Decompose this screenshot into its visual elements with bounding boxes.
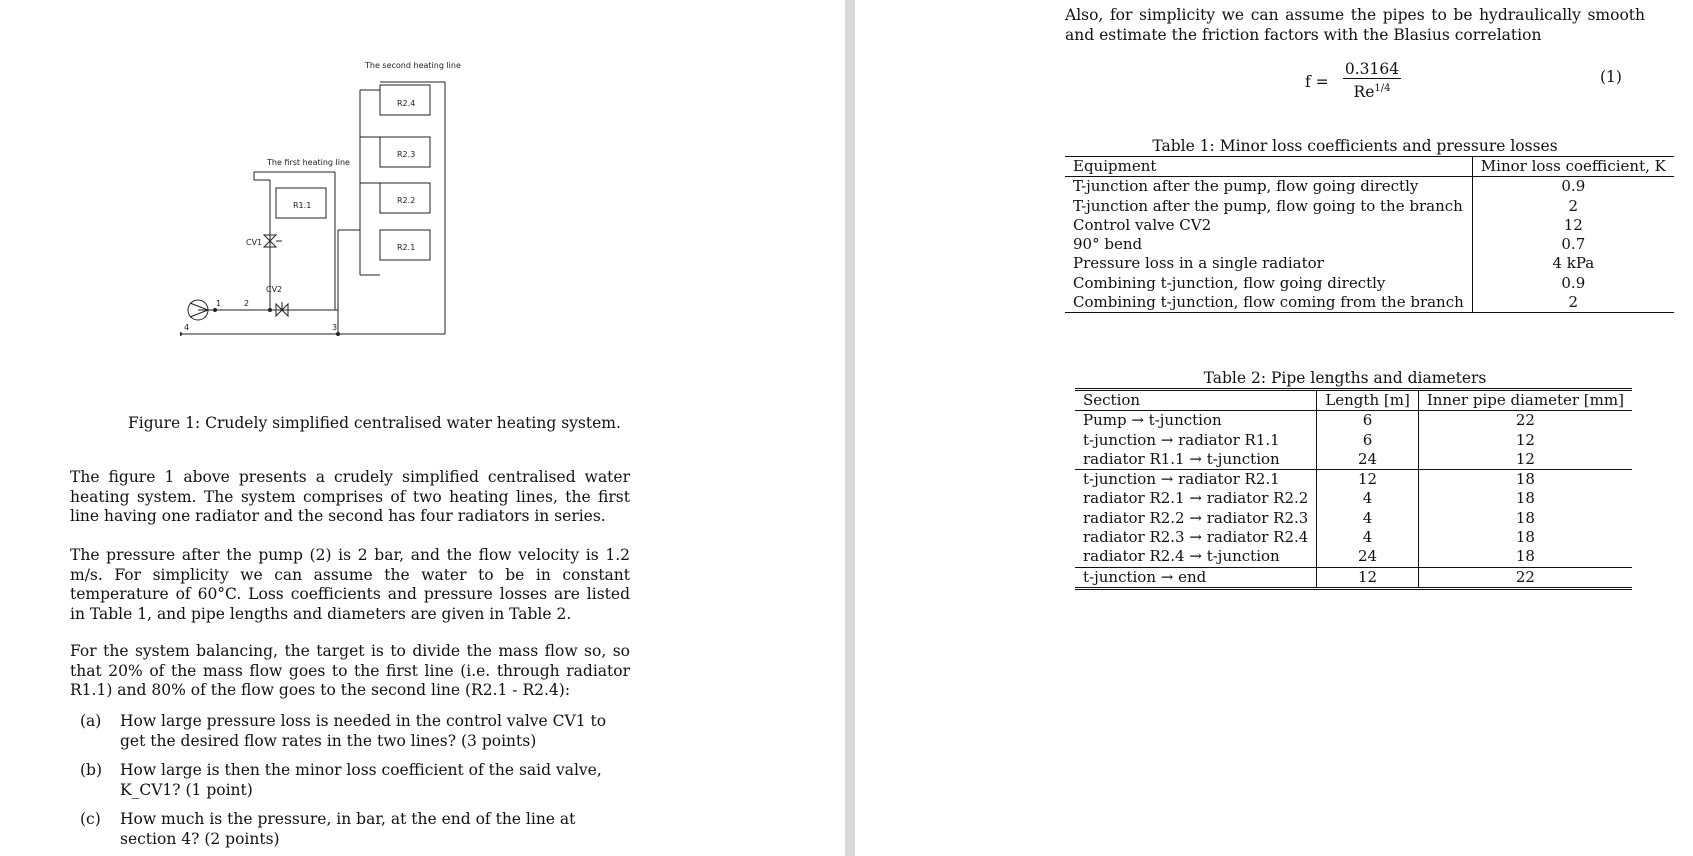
table-cell: 0.9: [1472, 177, 1674, 197]
table-cell: 18: [1418, 547, 1632, 567]
question-a: [80, 712, 630, 752]
table2-caption: Table 2: Pipe lengths and diameters: [1203, 369, 1487, 387]
question-c-label: (c): [80, 810, 101, 828]
table-row: [1075, 470, 1632, 490]
second-line-label: The second heating line: [365, 61, 461, 70]
table2-header-section: Section: [1075, 390, 1317, 411]
equation-numerator: 0.3164: [1344, 60, 1400, 78]
table-cell: 2: [1472, 293, 1674, 313]
paragraph-2: The pressure after the pump (2) is 2 bar, and the flow velocity is 1.2 m/s. For simplicity we can assume the water to be in constant temperature of 60°C. Loss coefficients and pressure losses are listed in Table 1, and pipe lengths and diameters are given in Table 2.: [70, 546, 630, 623]
table-cell: Pump → t-junction: [1083, 411, 1222, 430]
node-1-label: 1: [216, 299, 222, 308]
equation-denominator-exp: 1/4: [1374, 83, 1391, 94]
table-cell: radiator R2.4 → t-junction: [1075, 547, 1317, 567]
table-row: [1065, 216, 1674, 235]
table-cell: T-junction after the pump, flow going to the branch: [1073, 196, 1463, 215]
table-cell: 12: [1317, 470, 1419, 490]
table-row: [1065, 177, 1674, 197]
table-row: [1065, 254, 1674, 273]
figure-caption: Figure 1: Crudely simplified centralised water heating system.: [128, 414, 621, 432]
table-cell: Combining t-junction, flow coming from the branch: [1073, 293, 1464, 312]
table-cell: T-junction after the pump, flow going directly: [1073, 177, 1419, 196]
table-cell: 18: [1418, 470, 1632, 490]
table-cell: t-junction → radiator R1.1: [1083, 430, 1280, 449]
table-row: [1075, 528, 1632, 547]
table-row: [1065, 293, 1674, 313]
table-cell: 12: [1317, 567, 1419, 588]
question-b-label: (b): [80, 761, 103, 779]
table-cell: 0.7: [1472, 235, 1674, 254]
blasius-equation: [1305, 60, 1505, 110]
table-cell: t-junction → end: [1083, 567, 1207, 586]
table-cell: radiator R2.3 → radiator R2.4: [1083, 528, 1309, 547]
table-cell: 4 kPa: [1472, 254, 1674, 273]
table-cell: t-junction → radiator R2.1: [1083, 470, 1280, 489]
table-cell: radiator R2.1 → radiator R2.2: [1083, 489, 1309, 508]
question-a-text: How large pressure loss is needed in the control valve CV1 to get the desired flow rates in the two lines? (3 points): [120, 712, 607, 750]
first-line-label: The first heating line: [267, 158, 350, 167]
question-b-text: How large is then the minor loss coefficient of the said valve, K_CV1? (1 point): [120, 761, 602, 799]
table-cell: 18: [1418, 528, 1632, 547]
table-cell: 12: [1418, 431, 1632, 450]
table-cell: 22: [1418, 567, 1632, 588]
table-cell: 6: [1317, 411, 1419, 431]
valve-cv2-label: CV2: [266, 285, 283, 294]
radiator-r2-2: R2.2: [397, 196, 416, 205]
table1-header-row: [1065, 157, 1674, 177]
table2-header-diameter: Inner pipe diameter [mm]: [1418, 390, 1632, 411]
table-row: [1075, 489, 1632, 508]
table-cell: 4: [1317, 489, 1419, 508]
table-cell: 22: [1418, 411, 1632, 431]
equation-denominator-base: Re: [1353, 83, 1375, 102]
table-cell: Pressure loss in a single radiator: [1073, 254, 1324, 273]
table-cell: 2: [1472, 197, 1674, 216]
equation-number: (1): [1600, 68, 1622, 86]
table-cell: 90° bend: [1073, 235, 1143, 254]
table-cell: 12: [1472, 216, 1674, 235]
node-3-label: 3: [332, 323, 338, 332]
table-row: [1075, 450, 1632, 470]
table-row: [1065, 274, 1674, 293]
table-row: [1075, 411, 1632, 431]
left-page: [0, 0, 845, 856]
table-cell: 18: [1418, 489, 1632, 508]
table-cell: 24: [1317, 547, 1419, 567]
intro-paragraph: Also, for simplicity we can assume the pipes to be hydraulically smooth and estimate the friction factors with the Blasius correlation: [1065, 6, 1645, 44]
table-row: [1075, 509, 1632, 528]
table2-header-row: [1075, 390, 1632, 411]
table-cell: 0.9: [1472, 274, 1674, 293]
equation-lhs: f =: [1305, 73, 1329, 91]
table-row: [1075, 567, 1632, 588]
radiator-r2-3: R2.3: [397, 150, 416, 159]
heating-system-diagram: [180, 40, 500, 380]
table-row: [1065, 197, 1674, 216]
right-page: [855, 0, 1693, 856]
table1-header-equipment: Equipment: [1065, 157, 1472, 177]
equation-denominator: [1343, 80, 1401, 101]
table-cell: 12: [1418, 450, 1632, 470]
radiator-r2-4: R2.4: [397, 99, 416, 108]
radiator-r2-1: R2.1: [397, 243, 416, 252]
question-a-label: (a): [80, 712, 102, 730]
valve-cv1-label: CV1: [246, 238, 263, 247]
node-4-label: 4: [184, 323, 190, 332]
table2-header-length: Length [m]: [1317, 390, 1419, 411]
table1-header-k: Minor loss coefficient, K: [1472, 157, 1674, 177]
question-c-text: How much is the pressure, in bar, at the end of the line at section 4? (2 points): [120, 810, 576, 848]
radiator-r1-1: R1.1: [293, 201, 312, 210]
question-c: [80, 810, 630, 850]
table-cell: 24: [1317, 450, 1419, 470]
minor-loss-table: [1065, 156, 1674, 313]
node-2-label: 2: [244, 299, 250, 308]
question-b: [80, 761, 630, 801]
table-row: [1065, 235, 1674, 254]
table-cell: 18: [1418, 509, 1632, 528]
page-gutter: [845, 0, 855, 856]
table-cell: radiator R2.2 → radiator R2.3: [1083, 508, 1309, 527]
table-row: [1075, 547, 1632, 567]
table-row: [1075, 431, 1632, 450]
table-cell: radiator R1.1 → t-junction: [1075, 450, 1317, 470]
table-cell: Combining t-junction, flow going directly: [1073, 273, 1386, 292]
table-cell: 4: [1317, 528, 1419, 547]
paragraph-1: The figure 1 above presents a crudely simplified centralised water heating system. The system comprises of two heating lines, the first line having one radiator and the second has four radiators in series.: [70, 468, 630, 525]
paragraph-3: For the system balancing, the target is to divide the mass flow so, so that 20% of the mass flow goes to the first line (i.e. through radiator R1.1) and 80% of the flow goes to the second line (R2.1 - R2.4):: [70, 642, 630, 699]
table1-caption: Table 1: Minor loss coefficients and pressure losses: [1152, 137, 1558, 155]
table-cell: 4: [1317, 509, 1419, 528]
table-cell: Control valve CV2: [1073, 215, 1212, 234]
table-cell: 6: [1317, 431, 1419, 450]
pipe-dimensions-table: [1075, 388, 1632, 590]
